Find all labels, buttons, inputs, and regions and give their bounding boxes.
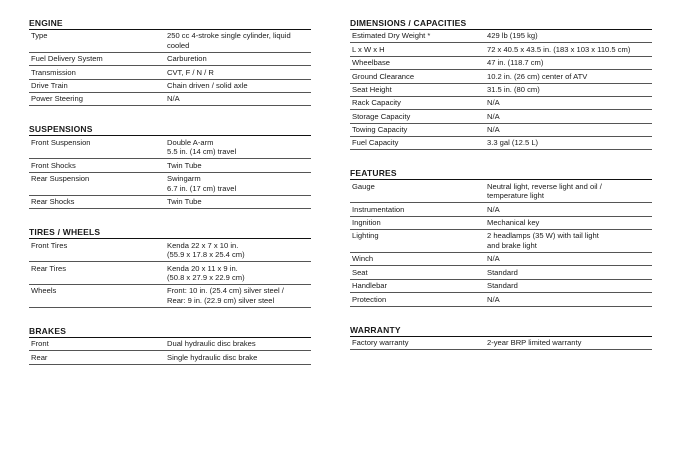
spec-row xyxy=(29,338,311,351)
spec-label: Gauge xyxy=(352,181,375,191)
spec-value: 31.5 in. (80 cm) xyxy=(487,84,540,94)
spec-row xyxy=(350,337,652,350)
section-title: TIRES / WHEELS xyxy=(29,226,311,239)
spec-label: Front Suspension xyxy=(31,137,91,147)
spec-value: Standard xyxy=(487,267,518,277)
spec-label: Type xyxy=(31,31,48,41)
spec-label: Fuel Capacity xyxy=(352,138,399,148)
spec-label: Power Steering xyxy=(31,94,83,104)
spec-value: Double A-arm 5.5 in. (14 cm) travel xyxy=(167,137,237,157)
spec-row xyxy=(29,66,311,79)
spec-row xyxy=(350,43,652,56)
spec-value: Twin Tube xyxy=(167,160,202,170)
section-features xyxy=(350,167,652,306)
spec-value: N/A xyxy=(487,125,500,135)
spec-row xyxy=(350,137,652,150)
spec-label: Instrumentation xyxy=(352,204,405,214)
section-title: WARRANTY xyxy=(350,324,652,337)
spec-value: N/A xyxy=(167,94,180,104)
spec-row xyxy=(350,110,652,123)
spec-row xyxy=(29,239,311,262)
spec-row xyxy=(29,351,311,364)
section-engine xyxy=(29,17,311,106)
spec-row xyxy=(29,285,311,308)
spec-label: Factory warranty xyxy=(352,337,409,347)
spec-value: N/A xyxy=(487,294,500,304)
spec-row xyxy=(29,136,311,159)
spec-label: Ingnition xyxy=(352,218,381,228)
spec-value: 72 x 40.5 x 43.5 in. (183 x 103 x 110.5 cm) xyxy=(487,44,631,54)
spec-row xyxy=(350,280,652,293)
spec-value: N/A xyxy=(487,204,500,214)
spec-label: Handlebar xyxy=(352,281,388,291)
spec-value: Kenda 22 x 7 x 10 in. (55.9 x 17.8 x 25.4 cm) xyxy=(167,240,245,260)
spec-value: Swingarm 6.7 in. (17 cm) travel xyxy=(167,174,237,193)
spec-label: Towing Capacity xyxy=(352,125,408,135)
spec-value: 47 in. (118.7 cm) xyxy=(487,58,544,68)
right-column xyxy=(350,17,652,367)
spec-label: Front Tires xyxy=(31,240,68,250)
section-brakes xyxy=(29,325,311,365)
section-title: SUSPENSIONS xyxy=(29,123,311,136)
spec-label: Storage Capacity xyxy=(352,111,411,121)
spec-label: Transmission xyxy=(31,67,76,77)
section-title: FEATURES xyxy=(350,167,652,180)
spec-row xyxy=(350,124,652,137)
spec-row xyxy=(29,159,311,172)
spec-value: 250 cc 4-stroke single cylinder, liquid cooled xyxy=(167,31,291,50)
spec-row xyxy=(350,293,652,306)
section-tires-wheels xyxy=(29,226,311,308)
spec-value: 10.2 in. (26 cm) center of ATV xyxy=(487,71,588,81)
spec-row xyxy=(350,57,652,70)
section-warranty xyxy=(350,324,652,350)
spec-row xyxy=(29,53,311,66)
spec-value: Dual hydraulic disc brakes xyxy=(167,339,256,349)
spec-label: Estimated Dry Weight * xyxy=(352,31,431,41)
section-title: DIMENSIONS / CAPACITIES xyxy=(350,17,652,30)
spec-label: Protection xyxy=(352,294,387,304)
spec-label: Rear Tires xyxy=(31,263,67,273)
spec-label: Rear Suspension xyxy=(31,174,90,184)
spec-value: Single hydraulic disc brake xyxy=(167,352,258,362)
section-title: ENGINE xyxy=(29,17,311,30)
spec-row xyxy=(350,180,652,203)
section-suspensions xyxy=(29,123,311,209)
spec-value: N/A xyxy=(487,98,500,108)
spec-row xyxy=(350,266,652,279)
spec-label: Rear Shocks xyxy=(31,197,75,207)
spec-row xyxy=(350,253,652,266)
spec-label: Ground Clearance xyxy=(352,71,415,81)
spec-value: Mechanical key xyxy=(487,218,540,228)
spec-row xyxy=(350,230,652,253)
spec-row xyxy=(350,217,652,230)
spec-row xyxy=(350,70,652,83)
spec-row xyxy=(350,84,652,97)
spec-value: 2-year BRP limited warranty xyxy=(487,337,582,347)
spec-value: 2 headlamps (35 W) with tail light and brake light xyxy=(487,231,599,251)
spec-label: L x W x H xyxy=(352,44,385,54)
spec-label: Seat xyxy=(352,267,368,277)
spec-label: Rack Capacity xyxy=(352,98,401,108)
spec-label: Wheels xyxy=(31,286,57,296)
spec-label: Fuel Delivery System xyxy=(31,54,103,64)
spec-value: Neutral light, reverse light and oil / temperature light xyxy=(487,181,602,201)
spec-label: Drive Train xyxy=(31,81,68,91)
spec-value: N/A xyxy=(487,254,500,264)
spec-label: Lighting xyxy=(352,231,379,241)
spec-value: Front: 10 in. (25.4 cm) silver steel / Rear: 9 in. (22.9 cm) silver steel xyxy=(167,286,284,306)
spec-value: Chain driven / solid axle xyxy=(167,81,248,91)
spec-value: Kenda 20 x 11 x 9 in. (50.8 x 27.9 x 22.9 cm) xyxy=(167,263,245,283)
spec-row xyxy=(29,80,311,93)
spec-label: Winch xyxy=(352,254,374,264)
section-dimensions-capacities xyxy=(350,17,652,150)
spec-label: Front xyxy=(31,339,49,349)
spec-row xyxy=(29,93,311,106)
spec-value: Twin Tube xyxy=(167,197,202,207)
spec-value: Carburetion xyxy=(167,54,207,64)
spec-row xyxy=(350,97,652,110)
spec-row xyxy=(29,30,311,53)
spec-value: N/A xyxy=(487,111,500,121)
spec-label: Wheelbase xyxy=(352,58,390,68)
left-column xyxy=(29,17,311,382)
spec-value: 429 lb (195 kg) xyxy=(487,31,538,41)
spec-row xyxy=(29,173,311,196)
spec-label: Rear xyxy=(31,352,48,362)
section-title: BRAKES xyxy=(29,325,311,338)
spec-label: Seat Height xyxy=(352,84,392,94)
spec-value: 3.3 gal (12.5 L) xyxy=(487,138,539,148)
spec-row xyxy=(29,196,311,209)
spec-label: Front Shocks xyxy=(31,160,76,170)
spec-value: Standard xyxy=(487,281,518,291)
spec-row xyxy=(350,203,652,216)
spec-row xyxy=(350,30,652,43)
spec-row xyxy=(29,262,311,285)
spec-value: CVT, F / N / R xyxy=(167,67,214,77)
